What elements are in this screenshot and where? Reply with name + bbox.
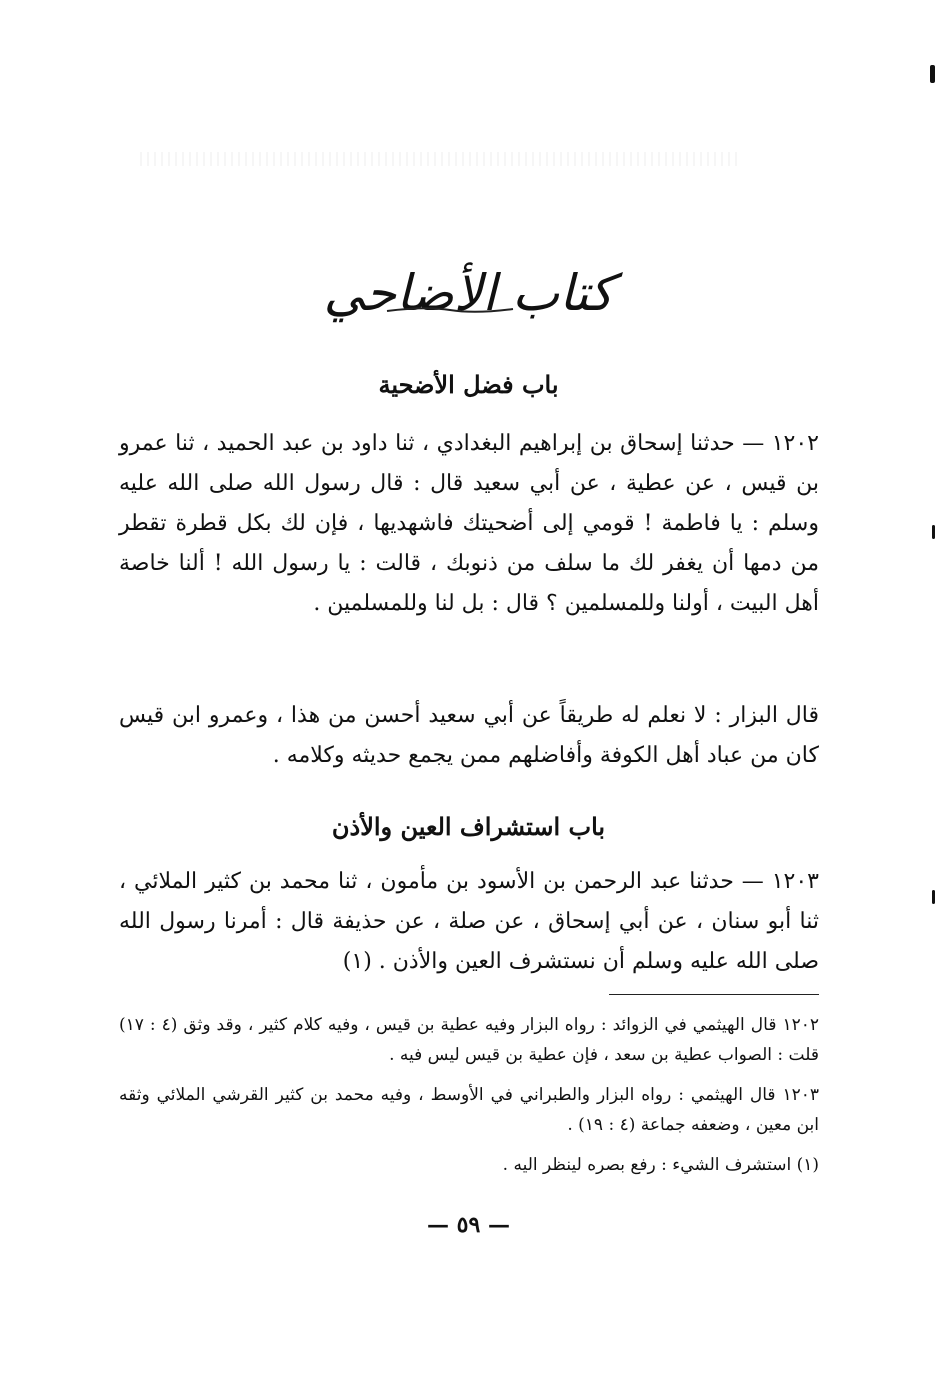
footnote: (١) استشرف الشيء : رفع بصره لينظر اليه . <box>502 1155 819 1175</box>
footnote-separator <box>609 994 819 995</box>
hadith-block <box>119 424 819 624</box>
chapter-title: باب استشراف العين والأذن <box>331 812 606 841</box>
book-title: كتاب الأضاحي <box>323 264 614 322</box>
commentary-block <box>119 696 819 776</box>
footnote: ١٢٠٢ قال الهيثمي في الزوائد : رواه البزار وفيه عطية بن قيس ، وفيه كلام كثير ، وقد وثق (٤ : ١٧) قلت : الصواب عطية بن سعد ، فإن عطية بن قيس ليس فيه . <box>119 1015 819 1065</box>
hadith-text: ١٢٠٣ — حدثنا عبد الرحمن بن الأسود بن مأمون ، ثنا محمد بن كثير الملائي ، ثنا أبو سنان ، عن أبي إسحاق ، عن صلة ، عن حذيفة قال : أمرنا رسول الله صلى الله عليه وسلم أن نستشرف العين والأذن . (١) <box>119 869 819 974</box>
commentary-text: قال البزار : لا نعلم له طريقاً عن أبي سعيد أحسن من هذا ، وعمرو ابن قيس كان من عباد أهل الكوفة وأفاضلهم ممن يجمع حديثه وكلامه . <box>119 703 819 768</box>
hadith-text: ١٢٠٢ — حدثنا إسحاق بن إبراهيم البغدادي ، ثنا داود بن عبد الحميد ، ثنا عمرو بن قيس ، عن عطية ، عن أبي سعيد قال : قال رسول الله صلى الله عليه وسلم : يا فاطمة ! قومي إلى أضحيتك فاشهديها ، فإن لك بكل قطرة تقطر من دمها أن يغفر لك ما سلف من ذنوبك ، قالت : يا رسول الله ! ألنا خاصة أهل البيت ، أولنا وللمسلمين ؟ قال : بل لنا وللمسلمين . <box>119 431 819 616</box>
footnote: ١٢٠٣ قال الهيثمي : رواه البزار والطبراني في الأوسط ، وفيه محمد بن كثير القرشي الملائي وثقه ابن معين ، وضعفه جماعة (٤ : ١٩) . <box>119 1085 819 1135</box>
page-number: — ٥٩ — <box>427 1212 510 1238</box>
margin-mark <box>932 525 935 539</box>
footnotes <box>119 1010 819 1190</box>
scan-artifact <box>140 152 740 166</box>
hadith-block <box>119 862 819 982</box>
margin-mark <box>930 65 935 83</box>
chapter-title: باب فضل الأضحية <box>378 370 559 399</box>
title-ornament <box>385 305 515 315</box>
margin-mark <box>932 890 935 904</box>
